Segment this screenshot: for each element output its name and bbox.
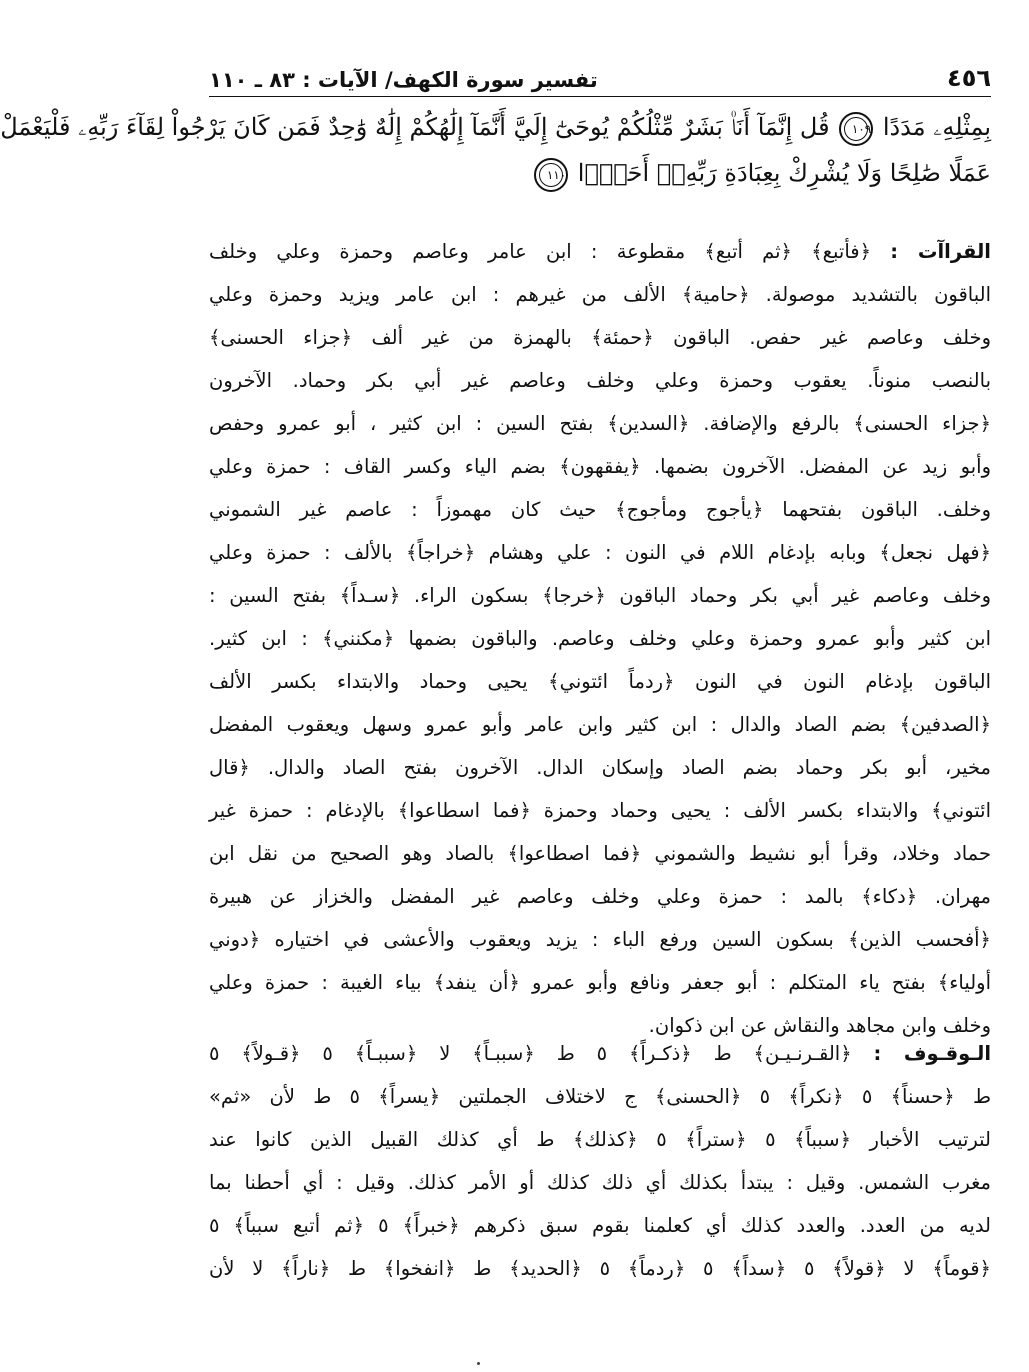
text-line: ﴿الصدفين﴾ بضم الصاد والدال : ابن كثير وابن عامر وأبو عمرو وسهل ويعقوب المفضل	[209, 713, 991, 736]
verse-line-2	[209, 150, 991, 196]
text-line: الباقون بإدغام النون في النون ﴿ردماً ائتوني﴾ يحيى وحماد والابتداء بكسر الألف	[209, 670, 991, 693]
section-label: القراآت :	[890, 240, 991, 263]
text-line: ط ﴿حسناً﴾ ٥ ﴿نكراً﴾ ٥ ﴿الحسنى﴾ ج لاختلاف الجملتين ﴿يسراً﴾ ٥ ط لأن «ثم»	[209, 1085, 992, 1108]
text-line: مهران. ﴿دكاء﴾ بالمد : حمزة وعلي وخلف وعاصم غير المفضل والخزاز عن هبيرة	[209, 885, 991, 908]
text-line: ﴿قوماً﴾ لا ﴿قولاً﴾ ٥ ﴿سداً﴾ ٥ ﴿ردماً﴾ ٥ ﴿الحديد﴾ ط ﴿انفخوا﴾ ط ﴿ناراً﴾ لا لأن	[209, 1257, 991, 1280]
text-line: حماد وخلاد، وقرأ أبو نشيط والشموني ﴿فما اصطاعوا﴾ بالصاد وهو الصحيح من نقل ابن	[209, 842, 991, 865]
verse-line-1	[0, 104, 991, 150]
text-line: بالنصب منوناً. يعقوب وحمزة وعلي وخلف وعاصم غير أبي بكر وحماد. الآخرون	[209, 369, 991, 392]
text-line: مغرب الشمس. وقيل : يبتدأ بكذلك أي ذلك كذلك أو الأمر كذلك. وقيل : أي أحطنا بما	[209, 1171, 991, 1194]
verse-text: بِمِثْلِهِۦ مَدَدًا	[882, 113, 991, 141]
text-line: وخلف وابن مجاهد والنقاش عن ابن ذكوان.	[648, 1014, 991, 1037]
text-line: وخلف. الباقون بفتحهما ﴿يأجوج ومأجوج﴾ حيث كان مهموزاً : عاصم غير الشموني	[209, 498, 991, 521]
text-line: ﴿جزاء الحسنى﴾ بالرفع والإضافة. ﴿السدين﴾ بفتح السين : ابن كثير ، أبو عمرو وحفص	[209, 412, 991, 435]
ayah-number-marker: ١١٠	[534, 158, 568, 192]
stops-section	[209, 1032, 991, 1290]
running-title: تفسير سورة الكهف/ الآيات : ٨٣ ـ ١١٠	[209, 68, 598, 92]
text-line: لديه من العدد. والعدد كذلك أي كعلمنا بقوم سبق ذكرهم ﴿خبراً﴾ ٥ ﴿ثم أتبع سبباً﴾ ٥	[209, 1214, 991, 1237]
text-line: مخير، أبو بكر وحماد بضم الصاد وإسكان الدال. الآخرون بفتح الصاد والدال. ﴿قال	[209, 756, 991, 779]
text-line: وخلف وعاصم غير حفص. الباقون ﴿حمئة﴾ بالهمزة من غير ألف ﴿جزاء الحسنى﴾	[209, 326, 991, 349]
text-line: ابن كثير وأبو عمرو وحمزة وعلي وخلف وعاصم. والباقون بضمها ﴿مكنني﴾ : ابن كثير.	[209, 627, 991, 650]
text-line: الـوقـوف : ﴿القـرنـيـن﴾ ط ﴿ذكـراً﴾ ٥ ط ﴿سببـاً﴾ لا ﴿سببـاً﴾ ٥ ﴿قـولاً﴾ ٥	[209, 1042, 992, 1065]
verse-text: عَمَلًا صَٰلِحًا وَلَا يُشْرِكْ بِعِبَادَةِ رَبِّهِۦٓ أَحَدًۢا	[577, 159, 991, 187]
text-line: لترتيب الأخبار ﴿سبباً﴾ ٥ ﴿ستراً﴾ ٥ ﴿كذلك﴾ ط أي كذلك القبيل الذين كانوا عند	[209, 1128, 991, 1151]
page-header	[209, 56, 991, 97]
print-speck	[477, 1362, 480, 1365]
section-label: الـوقـوف :	[873, 1042, 992, 1065]
ayah-number-marker: ١٠٩	[839, 112, 873, 146]
text-line: وخلف وعاصم غير أبي بكر وحماد الباقون ﴿خرجا﴾ بسكون الراء. ﴿سـداً﴾ بفتح السين :	[209, 584, 991, 607]
text-line: وأبو زيد عن المفضل. الآخرون بضمها. ﴿يفقهون﴾ بضم الياء وكسر القاف : حمزة وعلي	[209, 455, 991, 478]
text-line: ﴿أفحسب الذين﴾ بسكون السين ورفع الباء : يزيد ويعقوب والأعشى في اختياره ﴿دوني	[209, 928, 991, 951]
readings-section	[209, 230, 991, 1047]
text-line: أولياء﴾ بفتح ياء المتكلم : أبو جعفر ونافع وأبو عمرو ﴿أن ينفد﴾ بياء الغيبة : حمزة وعلي	[209, 971, 991, 994]
quran-verses	[0, 104, 991, 196]
text-line: ائتوني﴾ والابتداء بكسر الألف : يحيى وحماد وحمزة ﴿فما اسطاعوا﴾ بالإدغام : حمزة غير	[209, 799, 991, 822]
text-line: الباقون بالتشديد موصولة. ﴿حامية﴾ الألف من غيرهم : ابن عامر ويزيد وحمزة وعلي	[209, 283, 991, 306]
verse-text: قُل إِنَّمَآ أَنَا۠ بَشَرٌ مِّثْلُكُمْ يُوحَىٰٓ إِلَيَّ أَنَّمَآ إِلَٰهُكُمْ إِلَٰهٌ وَٰحِدٌ فَمَن كَانَ يَرْجُواْ لِقَآءَ رَبِّهِۦ فَلْيَعْمَلْ	[0, 113, 830, 141]
text-line: القراآت : ﴿فأتبع﴾ ﴿ثم أتبع﴾ مقطوعة : ابن عامر وعاصم وحمزة وعلي وخلف	[209, 240, 991, 263]
text-line: ﴿فهل نجعل﴾ وبابه بإدغام اللام في النون : علي وهشام ﴿خراجاً﴾ بالألف : حمزة وعلي	[209, 541, 991, 564]
page-number: ٤٥٦	[947, 64, 991, 92]
